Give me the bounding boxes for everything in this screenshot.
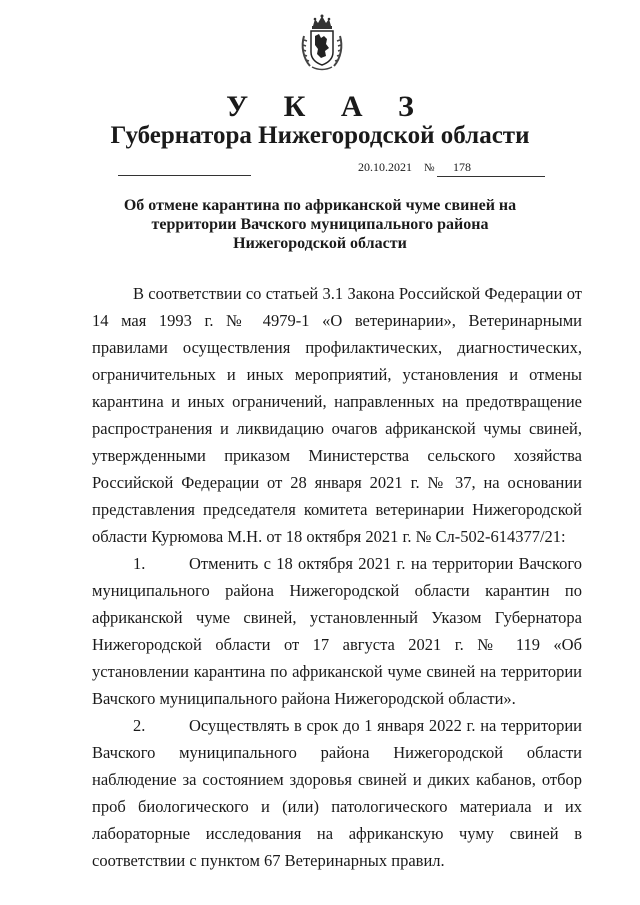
title-line: Об отмене карантина по африканской чуме свиней на	[123, 197, 517, 214]
date-number-row	[0, 160, 640, 182]
document-heading: У К А З	[226, 90, 428, 123]
paragraph-number: 1.	[133, 554, 146, 573]
number-sign: №	[424, 162, 435, 174]
decree-title	[90, 196, 550, 253]
preamble-paragraph: В соответствии со статьей 3.1 Закона Российской Федерации от 14 мая 1993 г. № 4979-1 «О ветеринарии», Ветеринарными правилами осуществления профилактических, диагностических, ограничительных и иных мероприятий, установления и отмены карантина и иных ограничений, направленных на предотвращение распространения и ликвидацию очагов африканской чумы свиней, утвержденными приказом Министерства сельского хозяйства Российской Федерации от 28 января 2021 г. № 37, на основании представления председателя комитета ветеринарии Нижегородской области Курюмова М.Н. от 18 октября 2021 г. № Сл-502-614377/21:	[92, 284, 582, 546]
title-line: территории Вачского муниципального района	[151, 216, 489, 233]
decree-number: 178	[453, 160, 471, 174]
numbered-paragraph	[92, 550, 582, 712]
numbered-paragraph	[92, 712, 582, 874]
number-field	[437, 160, 545, 177]
paragraph-number: 2.	[133, 716, 146, 735]
coat-of-arms-emblem	[300, 14, 344, 74]
paragraph-text: Отменить с 18 октября 2021 г. на территории Вачского муниципального района Нижегородской области карантин по африканской чуме свиней, установленный Указом Губернатора Нижегородской области от 17 августа 2021 г. № 119 «Об установлении карантина по африканской чуме свиней на территории Вачского муниципального района Нижегородской области».	[92, 554, 582, 708]
blank-line	[118, 175, 251, 176]
decree-body	[92, 280, 582, 874]
decree-date: 20.10.2021	[358, 160, 412, 174]
paragraph-text: Осуществлять в срок до 1 января 2022 г. на территории Вачского муниципального района Нижегородской области наблюдение за состоянием здоровья свиней и диких кабанов, отбор проб биологического и (или) патологического материала и их лабораторные исследования на африканскую чуму свиней в соответствии с пунктом 67 Ветеринарных правил.	[92, 716, 582, 870]
issuer-title: Губернатора Нижегородской области	[110, 122, 530, 149]
title-line: Нижегородской области	[233, 235, 407, 252]
